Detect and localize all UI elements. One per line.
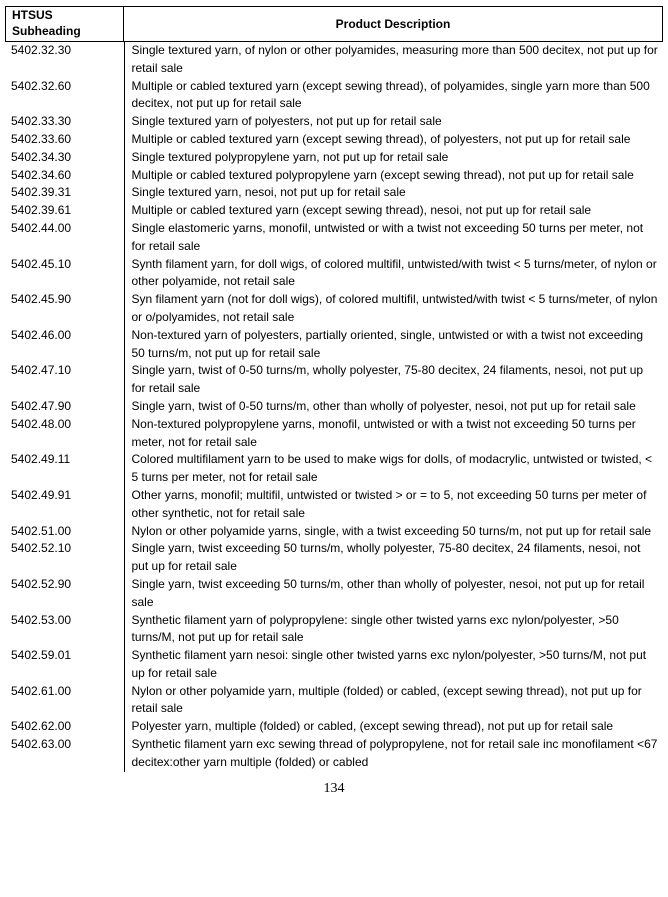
subheading-cell: 5402.53.00 bbox=[11, 612, 72, 627]
table-row bbox=[5, 184, 663, 202]
table-row bbox=[5, 167, 663, 185]
subheading-cell: 5402.62.00 bbox=[11, 719, 72, 734]
subheading-cell: 5402.33.30 bbox=[11, 114, 72, 129]
subheading-cell: 5402.34.60 bbox=[11, 167, 72, 182]
subheading-cell: 5402.49.91 bbox=[11, 487, 72, 502]
page-number: 134 bbox=[323, 780, 345, 796]
table-row bbox=[5, 362, 663, 398]
subheading-cell: 5402.45.10 bbox=[11, 256, 72, 271]
description-cell: Synth filament yarn, for doll wigs, of colored multifil, untwisted/with twist < 5 turns/meter, of nylon or other polyamide, not retail sale bbox=[124, 256, 664, 292]
table-row bbox=[5, 683, 663, 719]
table-row bbox=[5, 398, 663, 416]
description-cell: Syn filament yarn (not for doll wigs), of colored multifil, untwisted/with twist < 5 turns/meter, of nylon or o/polyamides, not retail sale bbox=[124, 291, 664, 327]
table-row bbox=[5, 202, 663, 220]
description-cell: Single yarn, twist of 0-50 turns/m, wholly polyester, 75-80 decitex, 24 filaments, nesoi, not put up for retail sale bbox=[124, 362, 664, 398]
table-row bbox=[5, 256, 663, 292]
table-body bbox=[5, 42, 663, 772]
description-cell: Single textured yarn of polyesters, not put up for retail sale bbox=[124, 113, 664, 131]
table-row bbox=[5, 523, 663, 541]
description-cell: Synthetic filament yarn exc sewing thread of polypropylene, not for retail sale inc monofilament <67 decitex:other yarn multiple (folded) or cabled bbox=[124, 736, 664, 772]
table-row bbox=[5, 451, 663, 487]
subheading-cell: 5402.34.30 bbox=[11, 149, 72, 164]
table-row bbox=[5, 78, 663, 114]
table-row bbox=[5, 736, 663, 772]
description-cell: Synthetic filament yarn of polypropylene: single other twisted yarns exc nylon/polyester, >50 turns/M, not put up for retail sale bbox=[124, 612, 664, 648]
table-row bbox=[5, 149, 663, 167]
table-row bbox=[5, 220, 663, 256]
subheading-cell: 5402.45.90 bbox=[11, 292, 72, 307]
description-cell: Single textured yarn, nesoi, not put up for retail sale bbox=[124, 184, 664, 202]
description-cell: Single yarn, twist exceeding 50 turns/m, wholly polyester, 75-80 decitex, 24 filaments, nesoi, not put up for retail sale bbox=[124, 540, 664, 576]
subheading-cell: 5402.48.00 bbox=[11, 416, 72, 431]
table-row bbox=[5, 327, 663, 363]
description-cell: Non-textured yarn of polyesters, partially oriented, single, untwisted or with a twist not exceeding 50 turns/m, not put up for retail sale bbox=[124, 327, 664, 363]
table-row bbox=[5, 540, 663, 576]
description-cell: Single yarn, twist exceeding 50 turns/m, other than wholly of polyester, nesoi, not put up for retail sale bbox=[124, 576, 664, 612]
description-cell: Single yarn, twist of 0-50 turns/m, other than wholly of polyester, nesoi, not put up for retail sale bbox=[124, 398, 664, 416]
subheading-cell: 5402.52.10 bbox=[11, 541, 72, 556]
subheading-cell: 5402.32.30 bbox=[11, 43, 72, 57]
table-row bbox=[5, 718, 663, 736]
description-cell: Colored multifilament yarn to be used to make wigs for dolls, of modacrylic, untwisted or twisted, < 5 turns per meter, not for retail sale bbox=[124, 451, 664, 487]
description-cell: Multiple or cabled textured yarn (except sewing thread), nesoi, not put up for retail sale bbox=[124, 202, 664, 220]
subheading-cell: 5402.59.01 bbox=[11, 648, 72, 663]
table-row bbox=[5, 291, 663, 327]
description-cell: Synthetic filament yarn nesoi: single other twisted yarns exc nylon/polyester, >50 turns/M, not put up for retail sale bbox=[124, 647, 664, 683]
htsus-table bbox=[5, 6, 663, 772]
table-row bbox=[5, 42, 663, 78]
description-cell: Non-textured polypropylene yarns, monofil, untwisted or with a twist not exceeding 50 turns per meter, not for retail sale bbox=[124, 416, 664, 452]
table-header-row bbox=[5, 6, 663, 42]
description-cell: Multiple or cabled textured yarn (except sewing thread), of polyamides, single yarn more than 500 decitex, not put up for retail sale bbox=[124, 78, 664, 114]
subheading-cell: 5402.51.00 bbox=[11, 523, 72, 538]
subheading-cell: 5402.32.60 bbox=[11, 78, 72, 93]
description-cell: Single textured polypropylene yarn, not put up for retail sale bbox=[124, 149, 664, 167]
subheading-cell: 5402.61.00 bbox=[11, 683, 72, 698]
subheading-cell: 5402.33.60 bbox=[11, 131, 72, 146]
description-cell: Multiple or cabled textured yarn (except sewing thread), of polyesters, not put up for retail sale bbox=[124, 131, 664, 149]
table-row bbox=[5, 612, 663, 648]
subheading-cell: 5402.47.90 bbox=[11, 398, 72, 413]
subheading-cell: 5402.47.10 bbox=[11, 363, 72, 378]
description-cell: Other yarns, monofil; multifil, untwisted or twisted > or = to 5, not exceeding 50 turns per meter of other synthetic, not for retail sale bbox=[124, 487, 664, 523]
subheading-cell: 5402.44.00 bbox=[11, 220, 72, 235]
table-row bbox=[5, 487, 663, 523]
subheading-cell: 5402.49.11 bbox=[11, 452, 71, 467]
description-cell: Single textured yarn, of nylon or other polyamides, measuring more than 500 decitex, not put up for retail sale bbox=[124, 42, 664, 78]
table-row bbox=[5, 416, 663, 452]
description-cell: Nylon or other polyamide yarn, multiple (folded) or cabled, (except sewing thread), not put up for retail sale bbox=[124, 683, 664, 719]
description-cell: Nylon or other polyamide yarns, single, with a twist exceeding 50 turns/m, not put up for retail sale bbox=[124, 523, 664, 541]
subheading-cell: 5402.52.90 bbox=[11, 576, 72, 591]
table-row bbox=[5, 576, 663, 612]
column-header-product-description: Product Description bbox=[123, 7, 662, 41]
table-row bbox=[5, 647, 663, 683]
table-row bbox=[5, 131, 663, 149]
description-cell: Polyester yarn, multiple (folded) or cabled, (except sewing thread), not put up for retail sale bbox=[124, 718, 664, 736]
description-cell: Single elastomeric yarns, monofil, untwisted or with a twist not exceeding 50 turns per meter, not for retail sale bbox=[124, 220, 664, 256]
subheading-cell: 5402.63.00 bbox=[11, 737, 72, 752]
subheading-cell: 5402.39.61 bbox=[11, 203, 72, 218]
column-header-htsus-subheading: HTSUS Subheading bbox=[12, 8, 81, 38]
description-cell: Multiple or cabled textured polypropylene yarn (except sewing thread), not put up for retail sale bbox=[124, 167, 664, 185]
subheading-cell: 5402.46.00 bbox=[11, 327, 72, 342]
subheading-cell: 5402.39.31 bbox=[11, 185, 72, 200]
table-row bbox=[5, 113, 663, 131]
